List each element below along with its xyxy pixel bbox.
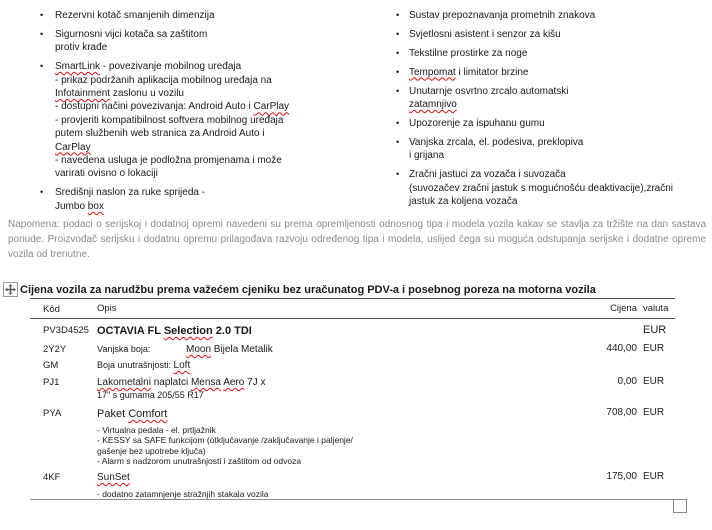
spellcheck-word: CarPlay [253,101,290,113]
cell-price [547,359,637,372]
text-segment: Sigurnosni vijci kotača sa zaštitom [55,28,208,40]
text-line [97,435,547,445]
text-segment: Tekstilne prostirke za noge [409,47,528,59]
text-line [409,136,702,149]
text-line [97,407,547,422]
text-segment: Rezervni kotač smanjenih dimenzija [55,10,215,21]
bullet-icon: • [396,136,400,147]
equipment-item [396,168,702,208]
text-line [97,359,547,372]
cell-code: GM [43,360,59,371]
table-header-row [30,299,675,319]
text-line [55,87,362,100]
spellcheck-word: Lakometalni [97,377,151,388]
spellcheck-word: Aero [223,377,245,388]
cell-currency: EUR [643,376,665,387]
text-line [97,471,547,484]
spellcheck-word: Infotainment [55,88,111,100]
cell-price: 0,00 [617,376,637,387]
table-resize-handle[interactable] [673,499,687,513]
text-line [97,456,547,466]
equipment-item [396,117,702,130]
text-line [97,376,547,389]
text-segment: - Virtualna pedala - el. prtljažnik [97,425,216,435]
text-line [55,141,362,154]
cell-description [97,324,547,339]
text-line [409,9,702,22]
text-line [409,182,702,195]
text-segment: Unutarnje osvrtno zrcalo automatski [409,85,569,97]
cell-currency: EUR [643,407,665,418]
cell-description [97,376,547,401]
equipment-item-text [409,168,702,208]
cell-description [97,343,547,355]
text-line [97,343,547,355]
spellcheck-word: CarPlay [55,141,91,153]
cell-price: 175,00 [606,471,637,483]
equipment-item-text [409,28,702,41]
spellcheck-word: Loft [173,360,191,371]
text-line [409,66,702,79]
cell-code: PYA [43,408,62,419]
bullet-icon: • [396,169,400,180]
bullet-icon: • [396,47,400,58]
text-segment: Paket [97,408,129,420]
text-segment: i limitator brzine [455,66,529,78]
cell-description [97,407,547,466]
text-line [55,28,362,41]
equipment-item [40,28,362,55]
text-segment: - dostupni načini povezivanja: Android Auto i [55,101,254,113]
text-segment: jastuk za koljena vozača [409,195,518,207]
cell-code: 2Y2Y [43,344,67,355]
equipment-item-text [55,28,362,55]
bullet-icon: • [40,28,44,39]
cell-price: 440,00 [606,343,637,354]
cell-description [97,471,547,499]
text-line [97,324,547,339]
text-segment: - navedena usluga je podložna promjenama i može [55,155,282,167]
table-row [30,372,675,401]
equipment-item [40,9,362,22]
equipment-item [40,186,362,213]
text-line [409,85,702,98]
text-segment: - prikaz podržanih aplikacija mobilnog uređaja na [55,74,272,86]
equipment-list-left [40,9,362,219]
text-segment: Boja unutrašnjosti: [97,360,174,370]
equipment-item-text [409,47,702,60]
equipment-item [396,66,702,79]
text-line [409,168,702,181]
equipment-item [396,47,702,60]
text-line [55,114,362,127]
text-line [55,60,362,73]
table-body [30,319,675,500]
equipment-item-text [55,186,362,213]
price-table-title: Cijena vozila za narudžbu prema važećem cjeniku bez uračunatog PDV-a i posebnog poreza na motorna vozila [20,284,596,296]
table-row [30,466,675,499]
text-line [55,9,362,22]
equipment-item-text [409,9,702,22]
text-line [55,200,362,213]
text-segment: Središnji naslon za ruke sprijeda - [55,187,206,199]
cell-currency [637,359,675,372]
bullet-icon: • [40,61,44,72]
spellcheck-word: Comfort [128,408,168,420]
column-header-code: Kôd [43,303,60,315]
text-segment: Vanjska zrcala, el. podesiva, preklopiva [409,136,584,148]
text-line [409,47,702,60]
spellcheck-word: SunSet [97,472,130,484]
table-row [30,355,675,372]
equipment-item-text [55,9,362,22]
text-segment: - povezivanje mobilnog uređaja [100,61,242,73]
equipment-item [396,28,702,41]
text-line [55,100,362,113]
text-line [97,446,547,456]
equipment-item-text [55,60,362,181]
cell-currency: EUR [643,471,665,483]
cell-description [97,359,547,372]
equipment-item [396,9,702,22]
text-line [409,28,702,41]
text-line [186,343,273,356]
text-segment: - provjeriti kompatibilnost softvera mobilnog uređaja [55,114,284,126]
note-paragraph: Napomena: podaci o serijskoj i dodatnoj opremi navedeni su prema opremljenosti odnosnog tipa i modela vozila kakav se stavlja za tržište na dan sastava ponude. Proizvođač serijsku i dodatnu opremu prilagođava razvoju određenog tipa i modela, uslijed čega su moguća odstupanja serijske i dodatne opreme vozila od trenutne. [8,219,706,261]
bullet-icon: • [40,187,44,198]
text-segment: Svjetlosni asistent i senzor za kišu [409,28,561,40]
equipment-item-text [409,117,702,130]
text-segment: - KESSY sa SAFE funkcijom (otključavanje /zaključavanje i paljenje/ [97,435,353,446]
text-line [409,149,702,162]
equipment-item [396,136,702,163]
table-row [30,401,675,466]
text-segment: i grijana [409,150,445,162]
text-segment: varirati ovisno o lokaciji [55,168,158,180]
spellcheck-word: SmartLink [55,61,101,73]
equipment-item [40,60,362,181]
column-header-desc: Opis [97,303,117,314]
bullet-icon: • [40,10,44,20]
spellcheck-word: Selection [163,325,213,337]
equipment-item-text [409,66,702,79]
column-header-currency: valuta [643,303,669,314]
spellcheck-word: zatamnjivo [409,99,457,111]
text-segment: Zračni jastuci za vozača i suvozača [409,169,566,181]
bullet-icon: • [396,10,400,20]
text-line [409,98,702,111]
text-line [97,389,547,401]
cell-code: PV3D4525 [43,325,89,336]
text-segment: - Alarm s nadzorom unutrašnjosti i zaštitom od odvoza [97,455,302,466]
text-segment: Upozorenje za ispuhanu gumu [409,117,545,129]
text-line [97,489,547,499]
text-segment: gašenje bez upotrebe ključa) [97,445,206,456]
text-line [55,74,362,87]
text-line [55,41,362,54]
move-icon [5,284,16,295]
text-line [55,127,362,140]
bullet-icon: • [396,117,400,128]
cell-code: 4KF [43,472,61,484]
equipment-item-text [409,85,702,112]
text-segment: Jumbo [55,200,88,212]
text-segment: Vanjska boja: [97,344,151,354]
text-segment: protiv krađe [55,42,108,54]
cell-currency: EUR [643,343,665,354]
bullet-icon: • [396,28,400,39]
spellcheck-word: box [87,200,104,212]
text-segment: putem službenih web stranica za Android Auto i [55,128,265,140]
text-line [409,117,702,130]
table-row [30,319,675,339]
table-row [30,339,675,355]
text-segment: (suvozačev zračni jastuk s mogućnošću deaktivacije),zračni [409,182,673,194]
spellcheck-word: Mensa [190,377,221,388]
text-segment: 17" s gumama 205/55 R17 [97,390,204,400]
text-line [409,195,702,208]
cell-price: 708,00 [606,407,637,418]
equipment-item-text [409,136,702,163]
text-segment: OCTAVIA FL [97,325,164,337]
cell-code: PJ1 [43,377,60,388]
text-segment: - dodatno zatamnjenje stražnjih stakala vozila [97,489,269,500]
text-segment: Bijela Metalik [211,344,273,355]
column-header-price: Cijena [610,303,637,314]
bullet-icon: • [396,85,400,96]
text-line [55,154,362,167]
text-segment: naplatci [150,377,191,388]
equipment-list-right [396,9,702,214]
cell-currency: EUR [643,324,667,336]
price-table [30,298,675,500]
text-segment: Sustav prepoznavanja prometnih znakova [409,10,596,21]
cell-price [547,324,637,339]
text-segment: 2.0 TDI [212,325,252,337]
table-move-handle[interactable] [3,282,18,297]
spellcheck-word: Moon [186,344,212,355]
text-segment: zaslonu u vozilu [110,88,184,100]
text-line [55,167,362,180]
text-line [97,425,547,435]
text-line [55,186,362,199]
text-segment: 7J x [244,377,266,388]
bullet-icon: • [396,66,400,77]
equipment-item [396,85,702,112]
spellcheck-word: Tempomat [409,66,456,78]
